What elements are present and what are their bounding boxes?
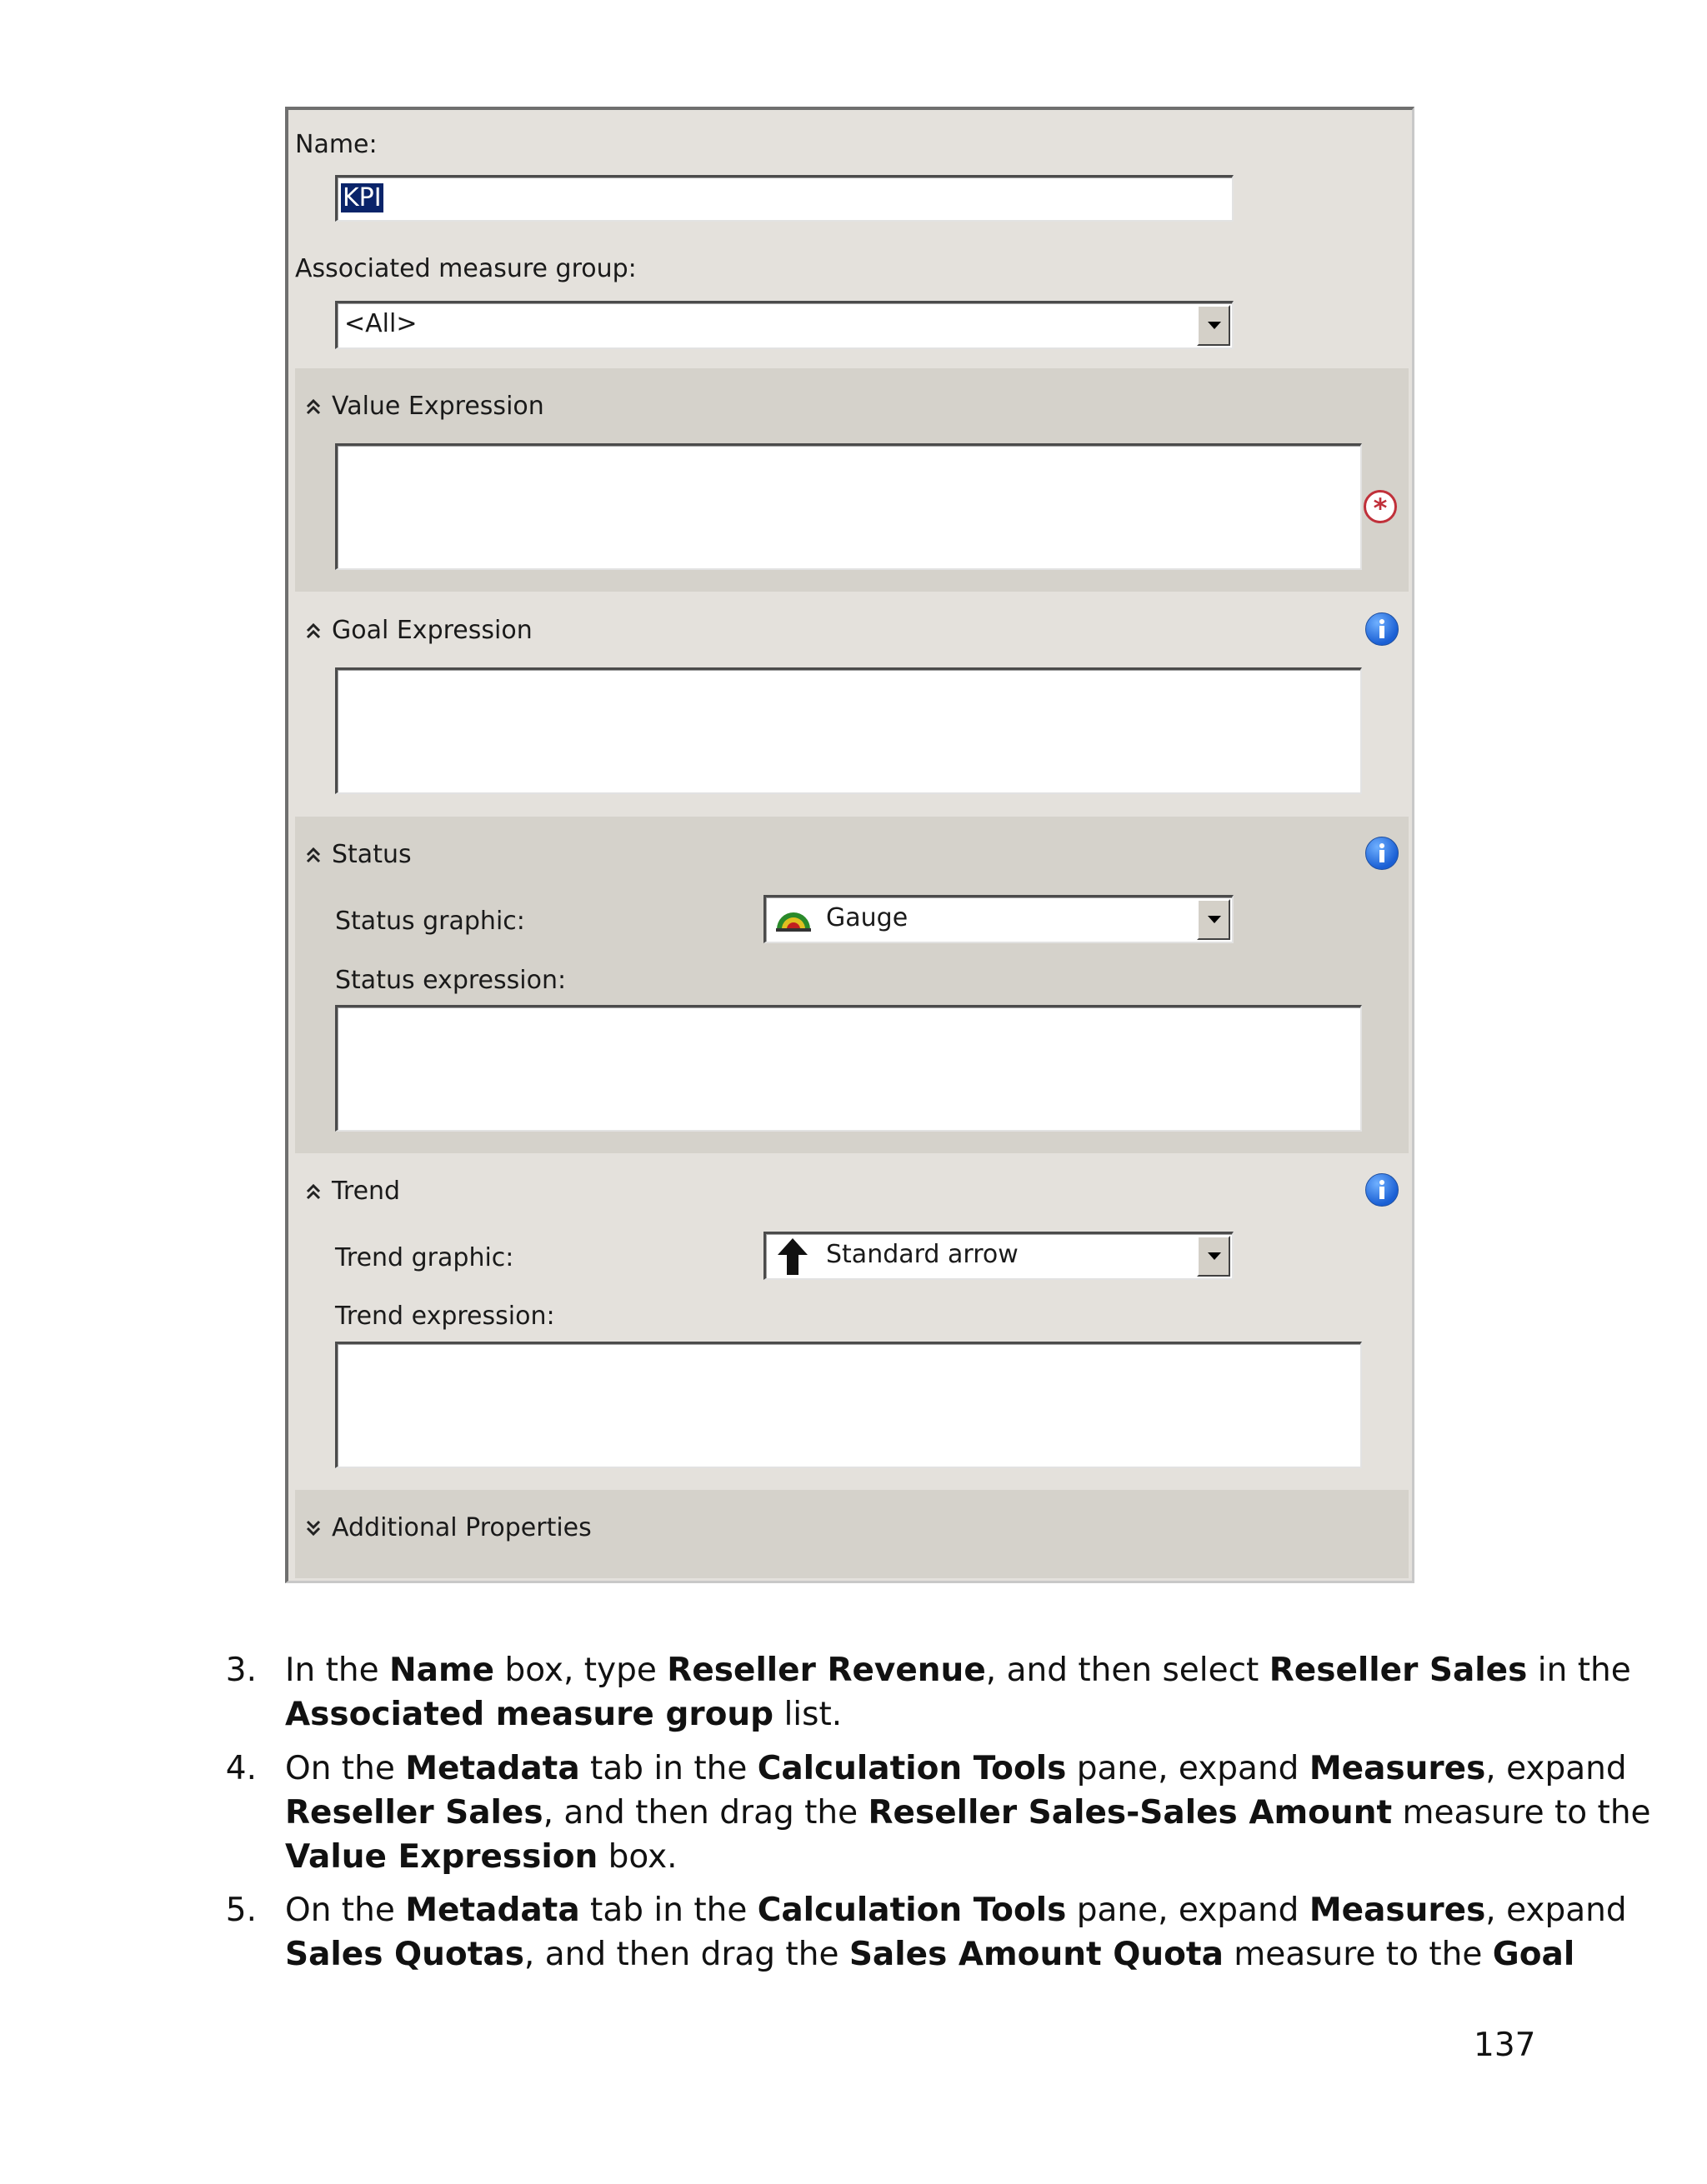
bold-text: Goal: [1492, 1936, 1575, 1973]
text: in the: [1527, 1652, 1631, 1689]
expand-chevron-icon[interactable]: [303, 1518, 323, 1538]
required-asterisk-icon: *: [1364, 490, 1397, 523]
bold-text: Metadata: [405, 1892, 580, 1929]
measure-group-value: <All>: [344, 309, 418, 338]
status-expression-input[interactable]: [335, 1005, 1362, 1132]
step-line: [285, 1888, 1627, 1932]
bold-text: Value Expression: [285, 1838, 598, 1876]
name-label: Name:: [295, 130, 378, 159]
page-number: 137: [1474, 2027, 1536, 2064]
text: measure to the: [1223, 1936, 1493, 1973]
text: In the: [285, 1652, 390, 1689]
step-number: 4.: [225, 1750, 257, 1787]
name-input-value: KPI: [343, 183, 382, 212]
text: , and then drag the: [543, 1794, 869, 1832]
status-graphic-dropdown-button[interactable]: [1197, 899, 1230, 940]
additional-properties-title[interactable]: Additional Properties: [332, 1513, 592, 1542]
bold-text: Reseller Revenue: [667, 1652, 986, 1689]
measure-group-dropdown-button[interactable]: [1197, 305, 1230, 346]
value-expression-input[interactable]: [335, 443, 1362, 570]
bold-text: Name: [389, 1652, 495, 1689]
info-icon[interactable]: [1365, 1173, 1399, 1207]
trend-graphic-value: Standard arrow: [826, 1240, 1019, 1269]
text: list.: [773, 1696, 843, 1733]
status-title[interactable]: Status: [332, 840, 412, 869]
text: pane, expand: [1066, 1750, 1309, 1787]
goal-expression-title[interactable]: Goal Expression: [332, 616, 533, 645]
step-line: [285, 1932, 1574, 1977]
trend-expression-label: Trend expression:: [335, 1302, 555, 1331]
trend-expression-input[interactable]: [335, 1342, 1362, 1468]
text: tab in the: [579, 1892, 758, 1929]
info-icon[interactable]: [1365, 612, 1399, 646]
text: , expand: [1485, 1892, 1627, 1929]
bold-text: Associated measure group: [285, 1696, 774, 1733]
bold-text: Calculation Tools: [757, 1892, 1067, 1929]
name-input[interactable]: [335, 175, 1234, 222]
kpi-form-dialog: [285, 107, 1414, 1583]
text: box.: [598, 1838, 678, 1876]
step-line: [285, 1648, 1631, 1692]
bold-text: Sales Quotas: [285, 1936, 524, 1973]
status-graphic-dropdown[interactable]: [763, 895, 1234, 943]
collapse-chevron-icon[interactable]: [303, 621, 323, 641]
bold-text: Reseller Sales: [285, 1794, 543, 1832]
text: , expand: [1485, 1750, 1627, 1787]
text: pane, expand: [1066, 1892, 1309, 1929]
arrow-up-icon: [774, 1237, 811, 1277]
bold-text: Measures: [1309, 1892, 1486, 1929]
bold-text: Calculation Tools: [757, 1750, 1067, 1787]
text: measure to the: [1392, 1794, 1651, 1832]
measure-group-dropdown[interactable]: [335, 301, 1234, 349]
step-line: [285, 1791, 1651, 1835]
text: On the: [285, 1750, 406, 1787]
gauge-icon: [774, 906, 813, 932]
step-number: 5.: [225, 1892, 257, 1929]
text: , and then drag the: [523, 1936, 849, 1973]
measure-group-label: Associated measure group:: [295, 254, 637, 283]
info-icon[interactable]: [1365, 837, 1399, 870]
bold-text: Sales Amount Quota: [848, 1936, 1224, 1973]
collapse-chevron-icon[interactable]: [303, 1182, 323, 1202]
status-expression-label: Status expression:: [335, 966, 567, 995]
step-line: [285, 1835, 678, 1879]
bold-text: Reseller Sales-Sales Amount: [868, 1794, 1393, 1832]
step-number: 3.: [225, 1652, 257, 1689]
trend-title[interactable]: Trend: [332, 1177, 401, 1206]
bold-text: Reseller Sales: [1269, 1652, 1528, 1689]
text: box, type: [494, 1652, 668, 1689]
trend-graphic-dropdown[interactable]: [763, 1232, 1234, 1280]
value-expression-title[interactable]: Value Expression: [332, 392, 544, 421]
trend-graphic-dropdown-button[interactable]: [1197, 1236, 1230, 1277]
bold-text: Measures: [1309, 1750, 1486, 1787]
goal-expression-input[interactable]: [335, 667, 1362, 794]
text: On the: [285, 1892, 406, 1929]
status-graphic-value: Gauge: [826, 903, 909, 932]
text: tab in the: [579, 1750, 758, 1787]
text: , and then select: [985, 1652, 1269, 1689]
status-graphic-label: Status graphic:: [335, 907, 525, 936]
trend-graphic-label: Trend graphic:: [335, 1243, 514, 1272]
collapse-chevron-icon[interactable]: [303, 397, 323, 417]
bold-text: Metadata: [405, 1750, 580, 1787]
step-line: [285, 1692, 842, 1737]
step-line: [285, 1747, 1627, 1791]
collapse-chevron-icon[interactable]: [303, 845, 323, 865]
